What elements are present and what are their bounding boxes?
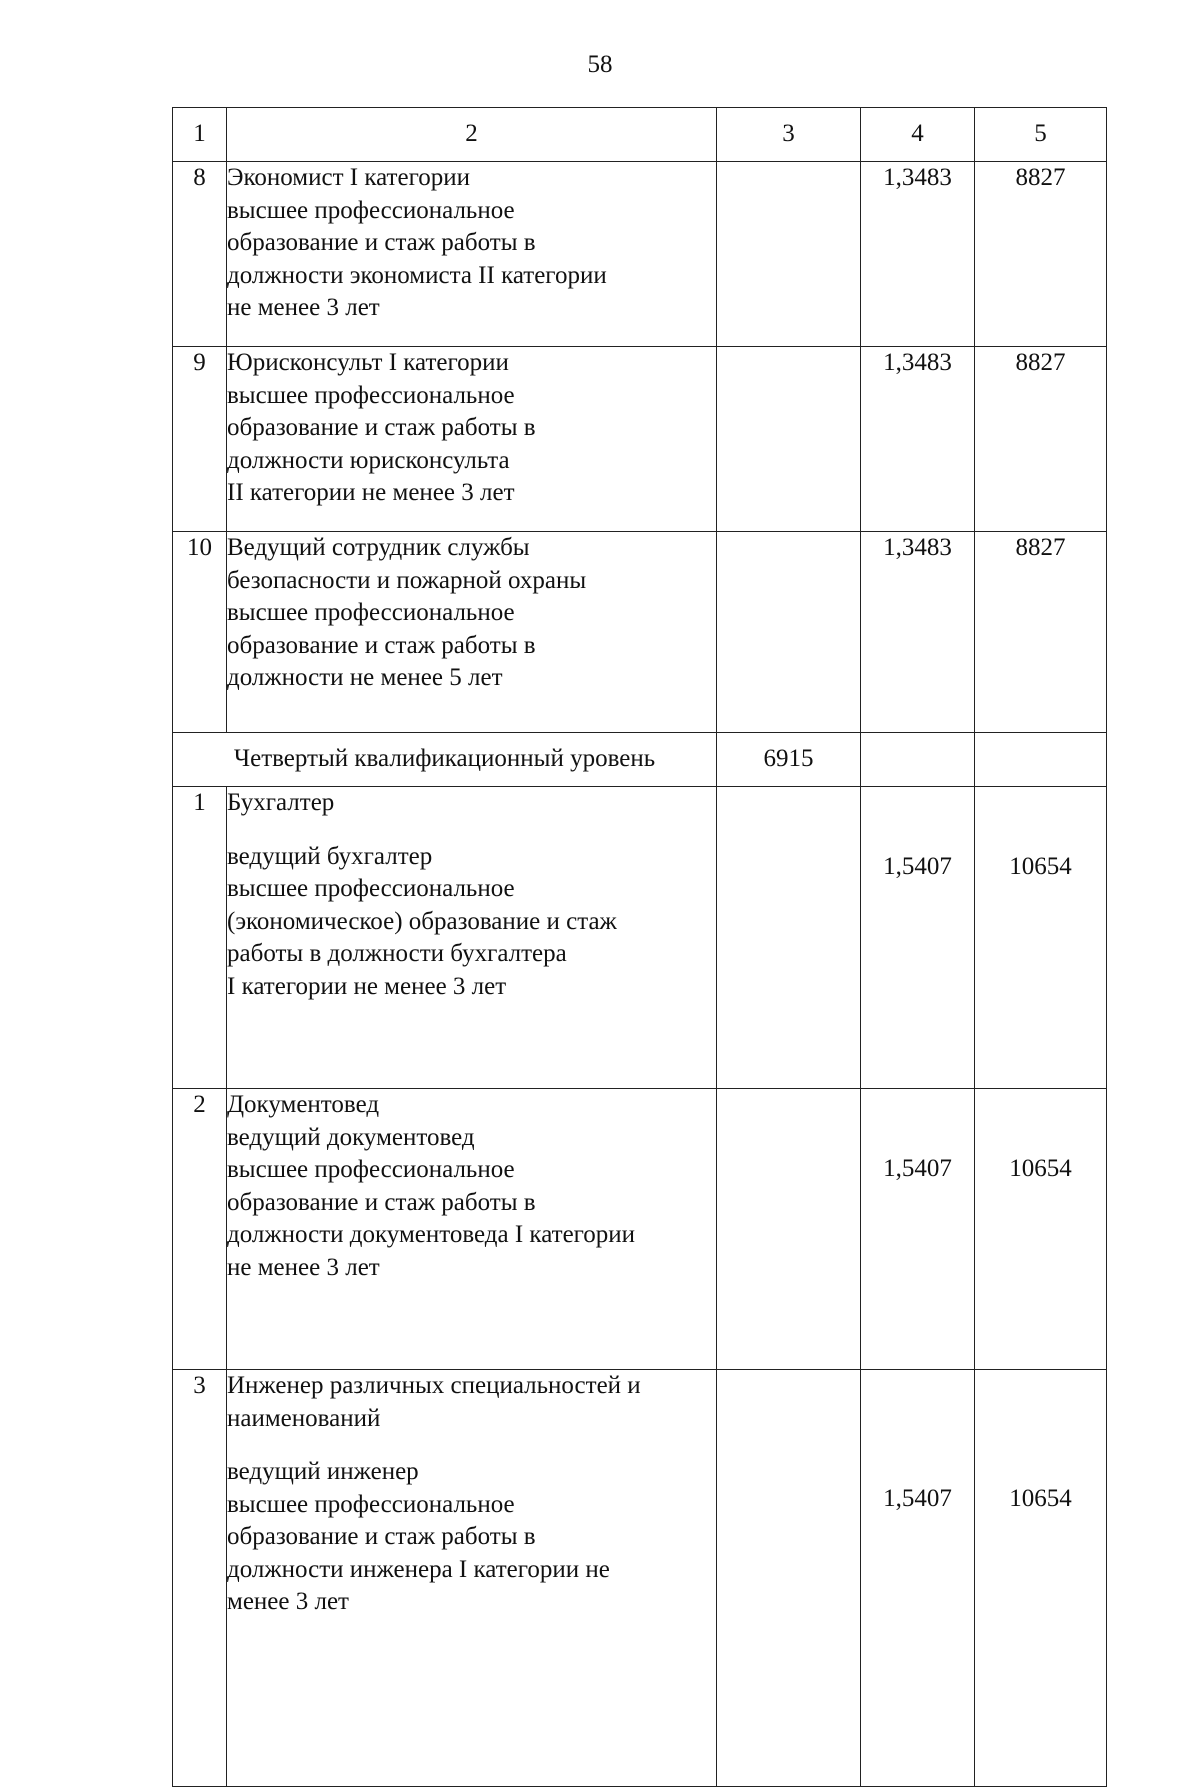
coefficient-cell: 1,5407 [861, 787, 975, 1089]
requirement-line: не менее 3 лет [227, 294, 380, 321]
salary-cell: 8827 [975, 162, 1107, 347]
table-row [173, 1089, 1107, 1370]
salary-cell: 10654 [975, 787, 1107, 1089]
base-salary-cell [717, 532, 861, 733]
position-subtitle: ведущий документовед [227, 1123, 475, 1151]
coefficient-cell: 1,5407 [861, 1089, 975, 1370]
requirement-line: II категории не менее 3 лет [227, 479, 515, 506]
requirement-line: должности документоведа I категории [227, 1221, 636, 1248]
base-salary-cell [717, 162, 861, 347]
position-subtitle: ведущий инженер [227, 1458, 419, 1485]
header-cell: 4 [861, 108, 975, 162]
row-number: 2 [173, 1089, 227, 1370]
requirement-line: должности юрисконсульта [227, 446, 510, 474]
requirement-line: образование и стаж работы в [227, 631, 536, 659]
base-salary-cell [717, 787, 861, 1089]
position-title: Бухгалтер [227, 789, 335, 816]
qualification-level-row [173, 733, 1107, 787]
position-subtitle: ведущий бухгалтер [227, 842, 433, 870]
requirement-line: высшее профессиональное [227, 875, 515, 902]
row-number: 10 [173, 532, 227, 733]
empty-cell [861, 733, 975, 787]
requirement-line: образование и стаж работы в [227, 1188, 536, 1216]
position-description [227, 1370, 717, 1787]
page-number: 58 [587, 51, 613, 78]
empty-cell [975, 733, 1107, 787]
table-row [173, 1370, 1107, 1787]
position-title: Документовед [227, 1091, 380, 1118]
requirement-line: должности экономиста II категории [227, 261, 607, 289]
coefficient-cell: 1,3483 [861, 532, 975, 733]
coefficient-cell: 1,3483 [861, 347, 975, 532]
base-salary-cell [717, 347, 861, 532]
salary-cell: 8827 [975, 532, 1107, 733]
requirement-line: не менее 3 лет [227, 1253, 380, 1281]
table-row [173, 162, 1107, 347]
requirement-line: высшее профессиональное [227, 599, 515, 626]
requirement-line: I категории не менее 3 лет [227, 972, 507, 1000]
position-title: Инженер различных специальностей и [227, 1372, 641, 1399]
salary-cell: 8827 [975, 347, 1107, 532]
header-cell: 1 [173, 108, 227, 162]
base-salary-cell [717, 1089, 861, 1370]
requirement-line: менее 3 лет [227, 1588, 349, 1615]
requirement-line: высшее профессиональное [227, 381, 515, 409]
requirement-line: должности инженера I категории не [227, 1555, 610, 1583]
header-cell: 2 [227, 108, 717, 162]
position-description [227, 1089, 717, 1370]
qualification-table [172, 107, 1107, 1787]
row-number: 3 [173, 1370, 227, 1787]
header-cell: 5 [975, 108, 1107, 162]
requirement-line: высшее профессиональное [227, 196, 515, 224]
requirement-line: образование и стаж работы в [227, 414, 536, 441]
position-title: безопасности и пожарной охраны [227, 566, 587, 594]
position-description [227, 347, 717, 532]
table-row [173, 532, 1107, 733]
row-number: 9 [173, 347, 227, 532]
requirement-line: (экономическое) образование и стаж [227, 907, 617, 935]
requirement-line: должности не менее 5 лет [227, 664, 503, 691]
coefficient-cell: 1,5407 [861, 1370, 975, 1787]
requirement-line: образование и стаж работы в [227, 229, 536, 256]
position-description [227, 532, 717, 733]
requirement-line: работы в должности бухгалтера [227, 940, 567, 967]
position-description [227, 787, 717, 1089]
requirement-line: высшее профессиональное [227, 1156, 515, 1183]
coefficient-cell: 1,3483 [861, 162, 975, 347]
header-cell: 3 [717, 108, 861, 162]
table-header-row [173, 108, 1107, 162]
salary-cell: 10654 [975, 1089, 1107, 1370]
qualification-level-base: 6915 [717, 733, 861, 787]
base-salary-cell [717, 1370, 861, 1787]
requirement-line: образование и стаж работы в [227, 1523, 536, 1550]
table-row [173, 347, 1107, 532]
position-title: Экономист I категории [227, 164, 470, 191]
row-number: 1 [173, 787, 227, 1089]
position-title: Ведущий сотрудник службы [227, 534, 530, 561]
salary-cell: 10654 [975, 1370, 1107, 1787]
position-description [227, 162, 717, 347]
position-title: наименований [227, 1404, 381, 1432]
qualification-level-label: Четвертый квалификационный уровень [173, 733, 717, 787]
position-title: Юрисконсульт I категории [227, 349, 509, 376]
requirement-line: высшее профессиональное [227, 1490, 515, 1518]
table-row [173, 787, 1107, 1089]
row-number: 8 [173, 162, 227, 347]
